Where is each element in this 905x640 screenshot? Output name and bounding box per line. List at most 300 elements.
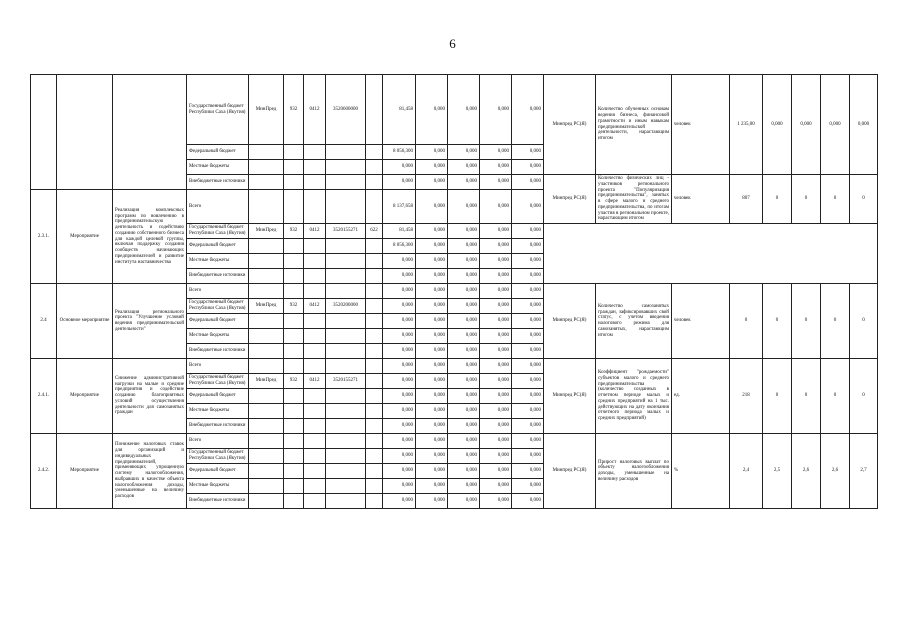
funding-source: Внебюджетные источники [187, 269, 249, 284]
budget-code1: 932 [284, 374, 304, 389]
funding-value: 0,000 [480, 389, 512, 404]
funding-value: 0,000 [416, 254, 448, 269]
budget-code1: 932 [284, 299, 304, 314]
budget-code2 [304, 314, 326, 329]
budget-code3: 3520155271 [326, 224, 366, 239]
budget-code2 [304, 359, 326, 374]
funding-source: Внебюджетные источники [187, 175, 249, 190]
indicator-value: 0,000 [821, 75, 850, 175]
funding-source: Внебюджетные источники [187, 494, 249, 509]
funding-source: Федеральный бюджет [187, 239, 249, 254]
funding-value: 0,000 [448, 329, 480, 344]
budget-code1 [284, 449, 304, 464]
funding-value: 0,000 [448, 389, 480, 404]
funding-value: 0,000 [416, 494, 448, 509]
budget-code3 [326, 329, 366, 344]
funding-value: 0,000 [416, 145, 448, 160]
item-type: Мероприятие [57, 359, 113, 434]
responsible-executor: Минпред РС(Я) [544, 434, 596, 509]
budget-agency: МинПред [249, 75, 284, 145]
funding-value: 0,000 [512, 434, 544, 449]
funding-value: 0,000 [448, 284, 480, 299]
budget-code4 [366, 344, 383, 359]
funding-source: Всего [187, 284, 249, 299]
budget-agency [249, 175, 284, 190]
table-row [31, 75, 878, 145]
budget-code2: 0412 [304, 75, 326, 145]
funding-value: 0,000 [448, 190, 480, 224]
funding-source: Государственный бюджет Республики Саха (Якутия) [187, 75, 249, 145]
funding-value: 0,000 [448, 175, 480, 190]
budget-code4 [366, 464, 383, 479]
funding-value: 0,000 [512, 239, 544, 254]
indicator-name: Количество самозанятых граждан, зафиксировавших свой статус, с учетом введения налогового режима для самозанятых, нарастающим итогом [596, 284, 672, 359]
funding-value: 0,000 [416, 329, 448, 344]
funding-value: 0,000 [448, 239, 480, 254]
funding-value: 0,000 [448, 269, 480, 284]
funding-source: Государственный бюджет Республики Саха (Якутия) [187, 224, 249, 239]
indicator-value: 0 [850, 175, 878, 224]
budget-agency [249, 160, 284, 175]
budget-code3 [326, 145, 366, 160]
budget-code2 [304, 160, 326, 175]
funding-value: 0,000 [448, 494, 480, 509]
funding-value: 0,000 [512, 359, 544, 374]
budget-code4: 622 [366, 224, 383, 239]
item-name [113, 75, 187, 190]
budget-code4 [366, 479, 383, 494]
funding-source: Федеральный бюджет [187, 464, 249, 479]
funding-value: 0,000 [383, 479, 416, 494]
funding-value: 0,000 [480, 494, 512, 509]
indicator-value: 2,6 [821, 434, 850, 509]
funding-value: 0,000 [480, 419, 512, 434]
budget-code1 [284, 254, 304, 269]
budget-code1 [284, 344, 304, 359]
indicator-name: Количество обученных основам ведения бизнеса, финансовой грамотности и иным навыкам предпринимательской деятельности, нарастающим итогом [596, 75, 672, 175]
budget-agency [249, 479, 284, 494]
funding-value: 0,000 [480, 175, 512, 190]
funding-value: 0,000 [448, 359, 480, 374]
budget-code1 [284, 389, 304, 404]
funding-value: 0,000 [512, 160, 544, 175]
funding-value: 0,000 [383, 344, 416, 359]
budget-code2: 0412 [304, 224, 326, 239]
indicator-value: 0 [763, 175, 792, 224]
item-number: 2.4 [31, 284, 57, 359]
indicator-value: 218 [730, 359, 763, 434]
budget-code3 [326, 344, 366, 359]
budget-agency [249, 284, 284, 299]
funding-value: 0,000 [480, 314, 512, 329]
funding-value: 0,000 [416, 389, 448, 404]
funding-value: 0,000 [480, 145, 512, 160]
budget-code3 [326, 494, 366, 509]
budget-code4 [366, 419, 383, 434]
budget-code4 [366, 374, 383, 389]
funding-value: 0,000 [448, 434, 480, 449]
funding-value: 0,000 [416, 464, 448, 479]
budget-code4 [366, 359, 383, 374]
funding-value: 0,000 [512, 284, 544, 299]
indicator-value: 0,000 [850, 75, 878, 175]
budget-code4 [366, 389, 383, 404]
funding-source: Местные бюджеты [187, 329, 249, 344]
funding-value: 0,000 [448, 464, 480, 479]
funding-value: 0,000 [383, 374, 416, 389]
budget-code2 [304, 449, 326, 464]
funding-value: 0,000 [512, 479, 544, 494]
funding-value: 8 056,300 [383, 239, 416, 254]
indicator-value: 2,5 [763, 434, 792, 509]
budget-code4 [366, 239, 383, 254]
funding-value: 0,000 [480, 374, 512, 389]
budget-agency [249, 239, 284, 254]
funding-value: 0,000 [480, 344, 512, 359]
budget-code2 [304, 329, 326, 344]
indicator-value: 2,4 [730, 434, 763, 509]
budget-agency [249, 145, 284, 160]
table-row [31, 434, 878, 449]
indicator-value: 2,7 [850, 434, 878, 509]
responsible-executor: Минпред РС(Я) [544, 75, 596, 175]
funding-value: 0,000 [480, 329, 512, 344]
indicator-value: 0 [850, 284, 878, 359]
indicator-value: 0 [792, 175, 821, 224]
budget-code4 [366, 284, 383, 299]
funding-value: 0,000 [383, 314, 416, 329]
table-row [31, 284, 878, 299]
funding-value: 0,000 [416, 284, 448, 299]
funding-value: 0,000 [383, 160, 416, 175]
budget-code2 [304, 145, 326, 160]
budget-agency [249, 389, 284, 404]
funding-value: 0,000 [448, 299, 480, 314]
funding-value: 0,000 [512, 269, 544, 284]
budget-code4 [366, 299, 383, 314]
funding-value: 0,000 [383, 359, 416, 374]
indicator-name: Прирост налоговых выплат по объекту налогообложения доходы, уменьшенные на величину расходов [596, 434, 672, 509]
budget-code1 [284, 160, 304, 175]
budget-code1 [284, 359, 304, 374]
indicator-value: 0,000 [763, 75, 792, 175]
budget-code3: 3520600000 [326, 75, 366, 145]
item-number [31, 75, 57, 190]
budget-code3 [326, 404, 366, 419]
indicator-value: 0 [730, 284, 763, 359]
funding-value: 0,000 [416, 299, 448, 314]
budget-code3 [326, 479, 366, 494]
budget-code3 [326, 449, 366, 464]
budget-agency [249, 359, 284, 374]
indicator-value: 0 [821, 284, 850, 359]
funding-value: 0,000 [416, 404, 448, 419]
indicator-unit: человек [672, 175, 730, 224]
funding-value: 0,000 [416, 344, 448, 359]
funding-value: 0,000 [448, 374, 480, 389]
budget-code2 [304, 239, 326, 254]
funding-value: 0,000 [512, 145, 544, 160]
indicator-unit: человек [672, 75, 730, 175]
funding-source: Федеральный бюджет [187, 314, 249, 329]
funding-value: 0,000 [448, 344, 480, 359]
funding-value: 8 137,658 [383, 190, 416, 224]
funding-value: 0,000 [383, 254, 416, 269]
funding-value: 0,000 [416, 269, 448, 284]
funding-source: Внебюджетные источники [187, 344, 249, 359]
funding-source: Местные бюджеты [187, 160, 249, 175]
item-type: Мероприятие [57, 190, 113, 284]
funding-value: 0,000 [416, 479, 448, 494]
budget-agency [249, 329, 284, 344]
budget-code4 [366, 190, 383, 224]
budget-code1 [284, 464, 304, 479]
budget-code3 [326, 359, 366, 374]
funding-value: 0,000 [383, 299, 416, 314]
item-name: Снижение административной нагрузки на малые и средние предприятия и содействие созданию благоприятных условий осуществления деятельности для самозанятых граждан [113, 359, 187, 434]
budget-code3 [326, 175, 366, 190]
funding-value: 0,000 [416, 175, 448, 190]
funding-value: 0,000 [480, 254, 512, 269]
budget-code2 [304, 254, 326, 269]
indicator-value: 0 [792, 359, 821, 434]
funding-value: 0,000 [480, 449, 512, 464]
budget-code1 [284, 175, 304, 190]
funding-value: 0,000 [448, 449, 480, 464]
budget-code4 [366, 329, 383, 344]
item-type [57, 75, 113, 190]
funding-value: 0,000 [480, 464, 512, 479]
funding-value: 0,000 [480, 160, 512, 175]
funding-value: 0,000 [512, 314, 544, 329]
budget-agency [249, 269, 284, 284]
budget-agency [249, 404, 284, 419]
funding-value: 0,000 [512, 224, 544, 239]
funding-value: 0,000 [512, 190, 544, 224]
funding-value: 0,000 [512, 329, 544, 344]
budget-code4 [366, 434, 383, 449]
budget-code2 [304, 419, 326, 434]
indicator-value: 0 [763, 284, 792, 359]
funding-source: Федеральный бюджет [187, 145, 249, 160]
budget-code3 [326, 464, 366, 479]
responsible-executor: Минпред РС(Я) [544, 284, 596, 359]
budget-code1 [284, 404, 304, 419]
budget-code4 [366, 75, 383, 145]
funding-source: Всего [187, 359, 249, 374]
funding-source: Местные бюджеты [187, 404, 249, 419]
funding-value: 0,000 [480, 404, 512, 419]
budget-code3 [326, 434, 366, 449]
budget-code2 [304, 190, 326, 224]
funding-value: 0,000 [512, 374, 544, 389]
budget-agency [249, 419, 284, 434]
funding-value: 0,000 [448, 254, 480, 269]
budget-agency: МинПред [249, 224, 284, 239]
program-table [30, 74, 878, 509]
funding-value: 0,000 [480, 479, 512, 494]
budget-code2 [304, 494, 326, 509]
item-name: Реализация комплексных программ по вовлечению в предпринимательскую деятельность и содействию созданию собственного бизнеса для каждой целевой группы, включая поддержку создания сообществ начинающих предпринимателей и развитие института наставничества [113, 190, 187, 284]
indicator-name: Количество физических лиц - участников регионального проекта "Популяризация предпринимательства", занятых в сфере малого и среднего предпринимательства, по итогам участия в региональном проекте, нарастающим итогом [596, 175, 672, 224]
indicator-value: 2,6 [792, 434, 821, 509]
funding-value: 0,000 [480, 359, 512, 374]
funding-value: 0,000 [416, 314, 448, 329]
funding-value: 0,000 [480, 224, 512, 239]
funding-value: 0,000 [383, 284, 416, 299]
funding-value: 0,000 [416, 374, 448, 389]
funding-value: 0,000 [383, 419, 416, 434]
funding-value: 0,000 [383, 464, 416, 479]
budget-agency [249, 344, 284, 359]
funding-value: 0,000 [480, 269, 512, 284]
funding-value: 0,000 [416, 75, 448, 145]
funding-value: 0,000 [448, 224, 480, 239]
budget-code1 [284, 434, 304, 449]
budget-code1 [284, 314, 304, 329]
budget-code3 [326, 160, 366, 175]
funding-value: 0,000 [416, 419, 448, 434]
funding-value: 0,000 [383, 494, 416, 509]
budget-code2 [304, 434, 326, 449]
funding-value: 0,000 [512, 419, 544, 434]
budget-code1 [284, 419, 304, 434]
budget-code3 [326, 190, 366, 224]
budget-agency [249, 494, 284, 509]
funding-source: Всего [187, 190, 249, 224]
budget-agency: МинПред [249, 374, 284, 389]
budget-code1 [284, 329, 304, 344]
page-number: 6 [449, 36, 456, 51]
responsible-executor: Минпред РС(Я) [544, 359, 596, 434]
budget-code2: 0412 [304, 299, 326, 314]
budget-code3 [326, 314, 366, 329]
funding-value: 0,000 [480, 190, 512, 224]
budget-code3 [326, 269, 366, 284]
table-row [31, 359, 878, 374]
responsible-executor: Минпред РС(Я) [544, 175, 596, 224]
indicator-value: 0,000 [792, 75, 821, 175]
budget-code3 [326, 419, 366, 434]
funding-value: 0,000 [383, 389, 416, 404]
funding-value: 0,000 [448, 404, 480, 419]
funding-source: Местные бюджеты [187, 479, 249, 494]
item-name: Реализация регионального проекта "Улучшение условий ведения предпринимательской деятельности" [113, 284, 187, 359]
funding-value: 0,000 [448, 314, 480, 329]
item-name: Понижение налоговых ставок для организаций и индивидуальных предпринимателей, применяющих упрощенную систему налогообложения, выбравших в качестве объекта налогообложения доходы, уменьшенные на величину расходов [113, 434, 187, 509]
funding-source: Внебюджетные источники [187, 419, 249, 434]
funding-source: Государственный бюджет Республики Саха (Якутия) [187, 374, 249, 389]
budget-code4 [366, 160, 383, 175]
funding-value: 0,000 [448, 145, 480, 160]
funding-value: 0,000 [512, 299, 544, 314]
funding-value: 8 056,300 [383, 145, 416, 160]
budget-code2 [304, 284, 326, 299]
funding-source: Государственный бюджет Республики Саха (Якутия) [187, 449, 249, 464]
budget-agency [249, 314, 284, 329]
indicator-unit: человек [672, 284, 730, 359]
budget-agency [249, 254, 284, 269]
budget-code4 [366, 145, 383, 160]
funding-value: 0,000 [383, 175, 416, 190]
funding-value: 0,000 [512, 449, 544, 464]
funding-value: 0,000 [416, 449, 448, 464]
budget-code2: 0412 [304, 374, 326, 389]
budget-code2 [304, 404, 326, 419]
budget-code1 [284, 145, 304, 160]
funding-value: 0,000 [383, 269, 416, 284]
funding-value: 0,000 [512, 404, 544, 419]
budget-code3: 3520200000 [326, 299, 366, 314]
funding-value: 0,000 [448, 75, 480, 145]
funding-value: 0,000 [383, 404, 416, 419]
indicator-value: 0 [821, 359, 850, 434]
budget-code2 [304, 269, 326, 284]
budget-agency: МинПред [249, 299, 284, 314]
funding-value: 0,000 [480, 299, 512, 314]
budget-code2 [304, 389, 326, 404]
funding-value: 0,000 [480, 75, 512, 145]
item-number: 2.4.2. [31, 434, 57, 509]
funding-value: 81,458 [383, 75, 416, 145]
funding-value: 0,000 [416, 190, 448, 224]
budget-code1: 932 [284, 224, 304, 239]
funding-source: Государственный бюджет Республики Саха (Якутия) [187, 299, 249, 314]
budget-code4 [366, 314, 383, 329]
funding-value: 0,000 [416, 239, 448, 254]
funding-value: 0,000 [416, 160, 448, 175]
budget-code3 [326, 284, 366, 299]
budget-code1: 932 [284, 75, 304, 145]
funding-value: 0,000 [448, 479, 480, 494]
funding-value: 0,000 [448, 160, 480, 175]
item-type: Мероприятие [57, 434, 113, 509]
funding-value: 0,000 [383, 329, 416, 344]
budget-code3: 3520155271 [326, 374, 366, 389]
funding-source: Всего [187, 434, 249, 449]
item-number: 2.3.1. [31, 190, 57, 284]
budget-code2 [304, 344, 326, 359]
budget-code4 [366, 449, 383, 464]
indicator-unit: % [672, 434, 730, 509]
budget-agency [249, 190, 284, 224]
budget-code4 [366, 254, 383, 269]
budget-code3 [326, 389, 366, 404]
budget-code2 [304, 464, 326, 479]
budget-code3 [326, 239, 366, 254]
budget-code4 [366, 269, 383, 284]
funding-value: 81,458 [383, 224, 416, 239]
budget-agency [249, 434, 284, 449]
funding-value: 0,000 [512, 175, 544, 190]
funding-value: 0,000 [512, 389, 544, 404]
funding-source: Федеральный бюджет [187, 389, 249, 404]
budget-code2 [304, 175, 326, 190]
budget-code4 [366, 494, 383, 509]
budget-code4 [366, 404, 383, 419]
indicator-value: 1 235,00 [730, 75, 763, 175]
budget-code1 [284, 239, 304, 254]
budget-code1 [284, 494, 304, 509]
budget-agency [249, 464, 284, 479]
indicator-unit: ед. [672, 359, 730, 434]
funding-value: 0,000 [512, 494, 544, 509]
indicator-value: 807 [730, 175, 763, 224]
item-type: Основное мероприятие [57, 284, 113, 359]
funding-value: 0,000 [383, 434, 416, 449]
funding-value: 0,000 [416, 224, 448, 239]
funding-value: 0,000 [416, 434, 448, 449]
